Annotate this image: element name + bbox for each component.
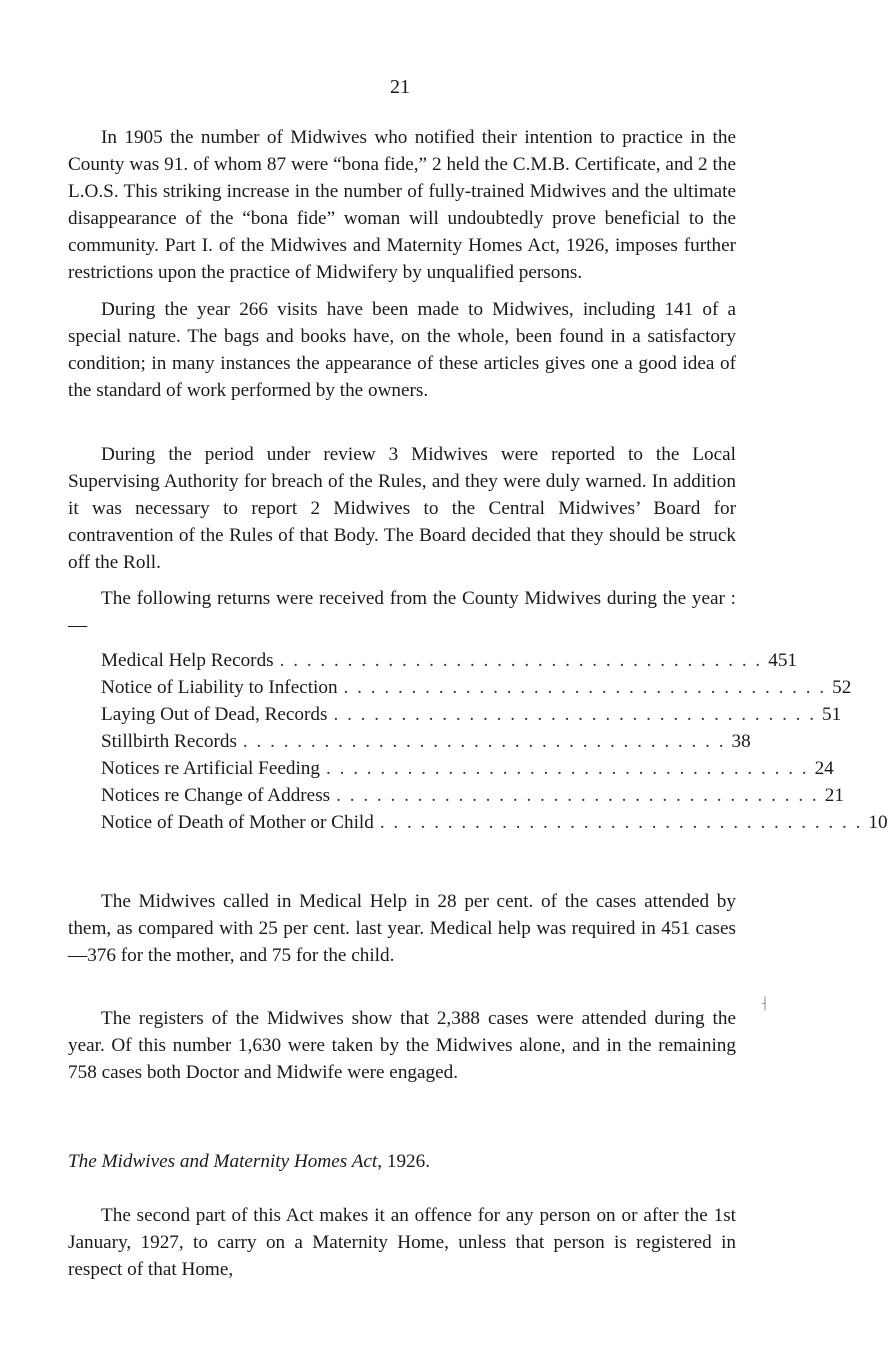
act-heading bbox=[68, 1148, 736, 1175]
returns-label: Notices re Change of Address bbox=[101, 785, 331, 806]
returns-list bbox=[101, 647, 888, 836]
returns-value: 10 bbox=[868, 812, 888, 833]
returns-row bbox=[101, 674, 852, 701]
returns-label: Stillbirth Records bbox=[101, 731, 237, 752]
act-heading-year: , 1926. bbox=[377, 1151, 431, 1172]
paragraph-reports: During the period under review 3 Midwives were reported to the Local Supervising Authority for breach of the Rules, and they were duly warned. In addition it was necessary to report 2 Midwives to the Central Midwives’ Board for contravention of the Rules of that Body. The Board decided that they should be struck off the Roll. bbox=[68, 444, 736, 573]
paragraph-registers: The registers of the Midwives show that 2,388 cases were attended during the year. Of this number 1,630 were taken by the Midwives alone, and in the remaining 758 cases both Doctor and Midwife were engaged. bbox=[68, 1008, 736, 1083]
margin-mark: ⸡ bbox=[760, 996, 768, 1011]
returns-row bbox=[101, 701, 842, 728]
returns-row bbox=[101, 728, 751, 755]
leader-dots: . . . . . . . . . . . . . . . . . . . . . . . . . . . . . . . . . . . . bbox=[343, 677, 827, 698]
returns-label: Medical Help Records bbox=[101, 650, 274, 671]
returns-label: Notice of Liability to Infection bbox=[101, 677, 338, 698]
returns-value: 21 bbox=[824, 785, 844, 806]
act-heading-title: The Midwives and Maternity Homes Act bbox=[68, 1151, 378, 1172]
returns-row bbox=[101, 782, 844, 809]
leader-dots: . . . . . . . . . . . . . . . . . . . . . . . . . . . . . . . . . . . . bbox=[326, 758, 809, 779]
returns-value: 24 bbox=[814, 758, 834, 779]
returns-label: Laying Out of Dead, Records bbox=[101, 704, 328, 725]
paragraph-act-second-part: The second part of this Act makes it an offence for any person on or after the 1st January, 1927, to carry on a Maternity Home, unless that person is registered in respect of that Home, bbox=[68, 1205, 736, 1280]
returns-label: Notice of Death of Mother or Child bbox=[101, 812, 374, 833]
returns-value: 38 bbox=[731, 731, 751, 752]
paragraph-visits: During the year 266 visits have been made to Midwives, including 141 of a special nature. The bags and books have, on the whole, been found in a satisfactory condition; in many instances the appearance of these articles gives one a good idea of the standard of work performed by the owners. bbox=[68, 299, 736, 401]
leader-dots: . . . . . . . . . . . . . . . . . . . . . . . . . . . . . . . . . . . . bbox=[279, 650, 763, 671]
returns-row bbox=[101, 755, 834, 782]
paragraph-returns-intro: The following returns were received from the County Midwives during the year :— bbox=[68, 588, 736, 636]
returns-label: Notices re Artificial Feeding bbox=[101, 758, 320, 779]
leader-dots: . . . . . . . . . . . . . . . . . . . . . . . . . . . . . . . . . . . . bbox=[379, 812, 863, 833]
leader-dots: . . . . . . . . . . . . . . . . . . . . . . . . . . . . . . . . . . . . bbox=[336, 785, 819, 806]
returns-value: 51 bbox=[822, 704, 842, 725]
returns-row bbox=[101, 647, 797, 674]
returns-value: 52 bbox=[832, 677, 852, 698]
returns-value: 451 bbox=[768, 650, 797, 671]
leader-dots: . . . . . . . . . . . . . . . . . . . . . . . . . . . . . . . . . . . . bbox=[242, 731, 726, 752]
returns-row bbox=[101, 809, 888, 836]
paragraph-midwives-1905: In 1905 the number of Midwives who notified their intention to practice in the County was 91. of whom 87 were “bona fide,” 2 held the C.M.B. Certificate, and 2 the L.O.S. This striking increase in the number of fully-trained Midwives and the ultimate disappearance of the “bona fide” woman will undoubtedly prove beneficial to the community. Part I. of the Midwives and Maternity Homes Act, 1926, imposes further restrictions upon the practice of Midwifery by unqualified persons. bbox=[68, 127, 736, 283]
leader-dots: . . . . . . . . . . . . . . . . . . . . . . . . . . . . . . . . . . . . bbox=[333, 704, 817, 725]
paragraph-medical-help: The Midwives called in Medical Help in 28 per cent. of the cases attended by them, as compared with 25 per cent. last year. Medical help was required in 451 cases—376 for the mother, and 75 for the child. bbox=[68, 891, 736, 966]
page-number: 21 bbox=[390, 76, 410, 98]
